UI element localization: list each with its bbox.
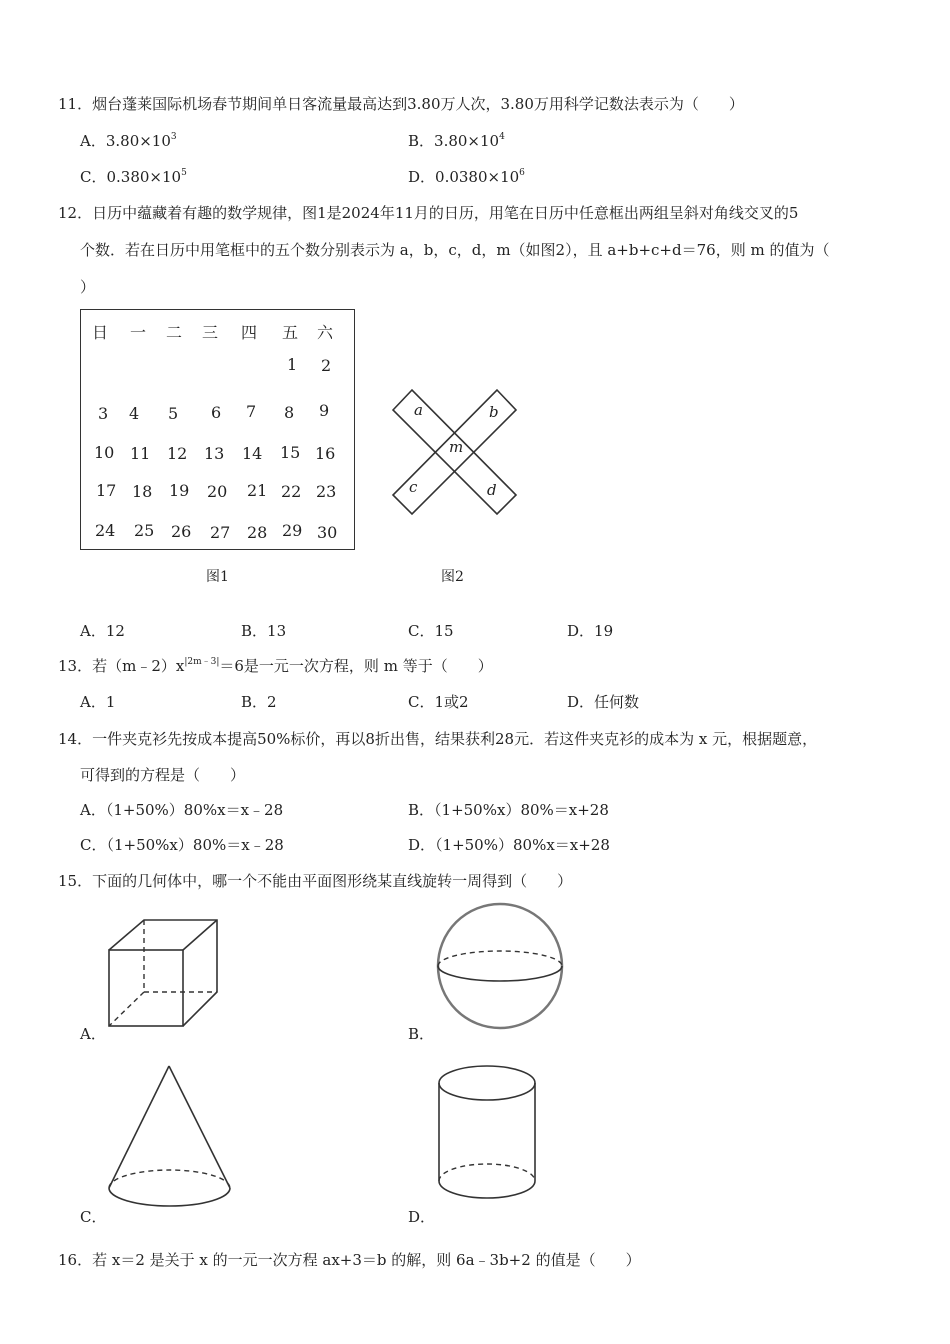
- q13-stem: 13．若$(m﹣2)x^{|2m﹣3|}=6$是一元一次方程，则 m 等于（ ）: [58, 657, 493, 675]
- cone-figure: [100, 1060, 240, 1210]
- q11-number: 11．: [58, 95, 93, 113]
- q13-option-b[interactable]: B．2: [241, 693, 277, 711]
- calendar-day: 15: [280, 443, 301, 462]
- calendar-day: 8: [284, 403, 295, 422]
- q13-option-d[interactable]: D．任何数: [567, 693, 640, 711]
- q15-number: 15．: [58, 872, 93, 890]
- q15-option-c[interactable]: C．: [80, 1208, 107, 1226]
- q14-option-d[interactable]: D．（1+50%）80%x＝x+28: [408, 836, 610, 854]
- calendar-day: 26: [171, 522, 192, 541]
- calendar-day: 10: [94, 443, 115, 462]
- q15-option-d[interactable]: D．: [408, 1208, 436, 1226]
- calendar-day: 11: [130, 444, 151, 463]
- q12-option-b[interactable]: B．13: [241, 622, 287, 640]
- q14-option-c[interactable]: C．（1+50%x）80%＝x﹣28: [80, 836, 284, 854]
- calendar-day: 29: [282, 521, 303, 540]
- q13-option-a[interactable]: A．1: [80, 693, 116, 711]
- q13-option-c[interactable]: C．1或2: [408, 693, 469, 711]
- weekday-wed: 三: [202, 323, 219, 342]
- q12-option-c[interactable]: C．15: [408, 622, 454, 640]
- calendar-day: 30: [317, 523, 338, 542]
- q14-stem-line2: 可得到的方程是（ ）: [80, 766, 246, 784]
- figure-2-label: 图2: [441, 569, 464, 585]
- q14-stem-line1: 14．一件夹克衫先按成本提高50%标价，再以8折出售，结果获利28元．若这件夹克衫的成本为 x 元，根据题意，: [58, 730, 818, 748]
- fig2-var-b: b: [489, 403, 499, 421]
- cube-figure: [100, 912, 225, 1032]
- q14-number: 14．: [58, 730, 93, 748]
- figure-1-label: 图1: [206, 569, 229, 585]
- q12-option-d[interactable]: D．19: [567, 622, 614, 640]
- weekday-fri: 五: [282, 323, 299, 342]
- calendar-day: 7: [246, 402, 257, 421]
- calendar-figure: [80, 309, 355, 550]
- q12-stem-line1: 12．日历中蕴藏着有趣的数学规律，图1是2024年11月的日历，用笔在日历中任意框出两组呈斜对角线交叉的5: [58, 204, 799, 222]
- fig2-var-c: c: [409, 478, 418, 496]
- weekday-sat: 六: [317, 323, 334, 342]
- q15-option-b[interactable]: B．: [408, 1025, 435, 1043]
- q11-option-a[interactable]: A．$3.80\times 10^3$: [80, 132, 177, 150]
- calendar-day: 5: [168, 404, 179, 423]
- weekday-mon: 一: [130, 323, 147, 342]
- fig2-var-d: d: [487, 481, 497, 499]
- fig2-var-a: a: [414, 401, 423, 419]
- weekday-sun: 日: [92, 323, 109, 342]
- calendar-day: 14: [242, 444, 263, 463]
- calendar-day: 23: [316, 482, 337, 501]
- calendar-day: 12: [167, 444, 188, 463]
- calendar-day: 17: [96, 481, 117, 500]
- calendar-day: 4: [129, 404, 140, 423]
- q11-text: 烟台蓬莱国际机场春节期间单日客流量最高达到3.80万人次，3.80万用科学记数法表示为（ ）: [92, 95, 744, 113]
- calendar-day: 22: [281, 482, 302, 501]
- weekday-thu: 四: [241, 323, 258, 342]
- calendar-day: 13: [204, 444, 225, 463]
- q15-stem: 15．下面的几何体中，哪一个不能由平面图形绕某直线旋转一周得到（ ）: [58, 872, 573, 890]
- sphere-figure: [430, 900, 570, 1035]
- calendar-day: 21: [247, 481, 268, 500]
- calendar-day: 2: [321, 356, 332, 375]
- q12-stem-line3: ）: [80, 278, 96, 296]
- weekday-tue: 二: [166, 323, 183, 342]
- calendar-day: 16: [315, 444, 336, 463]
- calendar-day: 9: [319, 401, 330, 420]
- q12-option-a[interactable]: A．12: [80, 622, 125, 640]
- q14-option-b[interactable]: B．（1+50%x）80%＝x+28: [408, 801, 609, 819]
- calendar-day: 1: [287, 355, 298, 374]
- calendar-day: 6: [211, 403, 222, 422]
- cylinder-figure: [430, 1058, 545, 1213]
- fig2-var-m: m: [449, 438, 464, 456]
- q11-stem: [58, 94, 744, 114]
- q13-number: 13．: [58, 657, 93, 675]
- calendar-day: 20: [207, 482, 228, 501]
- calendar-day: 3: [98, 404, 109, 423]
- calendar-day: 18: [132, 482, 153, 501]
- q15-option-a[interactable]: A．: [80, 1025, 106, 1043]
- q16-stem: 16．若 x＝2 是关于 x 的一元一次方程 ax+3＝b 的解，则 6a﹣3b+2 的值是（ ）: [58, 1251, 641, 1269]
- q11-option-b[interactable]: B．$3.80\times 10^4$: [408, 132, 505, 150]
- q11-option-d[interactable]: D．$0.0380\times 10^6$: [408, 168, 525, 186]
- calendar-day: 27: [210, 523, 231, 542]
- q12-stem-line2: 个数．若在日历中用笔框中的五个数分别表示为 a，b，c，d，m（如图2），且 a+b+c+d＝76，则 m 的值为（: [80, 241, 830, 259]
- q11-option-c[interactable]: C．$0.380\times 10^5$: [80, 168, 187, 186]
- calendar-day: 28: [247, 523, 268, 542]
- q14-option-a[interactable]: A．（1+50%）80%x＝x﹣28: [80, 801, 284, 819]
- q12-number: 12．: [58, 204, 93, 222]
- calendar-day: 24: [95, 521, 116, 540]
- calendar-day: 25: [134, 521, 155, 540]
- calendar-day: 19: [169, 481, 190, 500]
- q16-number: 16．: [58, 1251, 93, 1269]
